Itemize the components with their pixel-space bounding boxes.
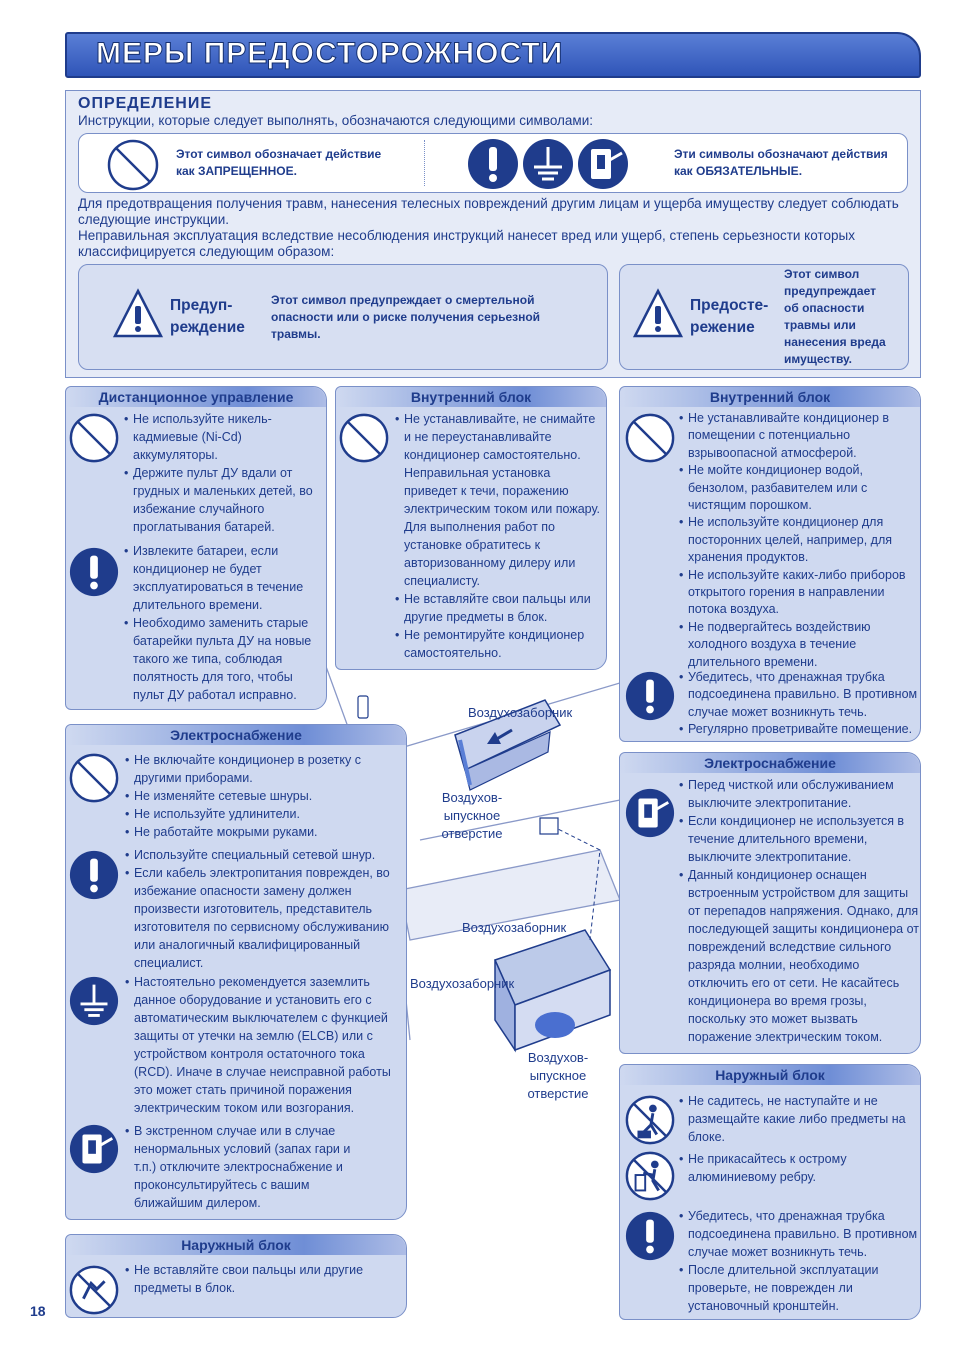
no-step-icon [624,1094,676,1146]
divider [424,140,425,186]
prohibited-desc-2: как ЗАПРЕЩЕННОЕ. [176,164,297,178]
power-prohibited-list [125,751,403,841]
remote-panel-title: Дистанционное управление [66,387,326,407]
indoor-warning-list [395,410,603,662]
list-item: • Убедитесь, что дренажная трубка подсоединена правильно. В противном случае может возникнуть течь. [679,1207,919,1261]
list-item: • Используйте специальный сетевой шнур. [125,846,403,864]
unplug-icon [68,1123,120,1175]
outdoor-warning-title: Наружный блок [66,1235,406,1255]
list-item: • Перед чисткой или обслуживанием выключите электропитание. [679,776,919,812]
label-air-outlet-indoor-1: Воздухов- [441,790,503,805]
power-mandatory-list [125,846,403,972]
outdoor-no-step-list [679,1092,919,1146]
warning-triangle-icon [113,288,163,340]
page-title: МЕРЫ ПРЕДОСТОРОЖНОСТИ [96,37,564,70]
no-fingers-icon [68,1264,120,1316]
list-item: • В экстренном случае или в случае ненормальных условий (запах гари и т.п.) отключите электроснабжение и проконсультируйтесь с вашим ближайшим дилером. [125,1122,365,1212]
list-item: • После длительной эксплуатации проверьте, не поврежден ли установочный кронштейн. [679,1261,919,1315]
list-item: • Не используйте каких-либо приборов открытого горения в направлении потока воздуха. [679,567,919,619]
indoor-caution-mandatory-list [679,669,919,739]
intro-paragraph-1: Для предотвращения получения травм, нанесения телесных повреждений другим лицам и ущерба имуществу следует соблюдать следующие инструкции. [78,196,899,227]
outdoor-mandatory-list [679,1207,919,1315]
page-number: 18 [30,1303,46,1319]
list-item: • Не мойте кондиционер водой, бензолом, разбавителем или с чистящим порошком. [679,462,919,514]
list-item: • Не прикасайтесь к острому алюминиевому ребру. [679,1150,919,1186]
caution-desc-3: об опасности [784,301,865,315]
mandatory-icon [624,1210,676,1262]
caution-desc-1: Этот символ [784,267,860,281]
list-item: • Настоятельно рекомендуется заземлить данное оборудование и установить его с автоматическим выключателем с функцией защиты от утечки на землю (ELCB) или с устройством контроля остаточного тока (RCD). Иначе в случае неисправной работы это может стать причиной поражения электрическим током или возгорания. [125,973,403,1117]
definition-title: ОПРЕДЕЛЕНИЕ [78,95,212,112]
ground-icon [521,137,575,191]
list-item: • Не устанавливайте кондиционер в помещении с потенциально взрывоопасной атмосферой. [679,410,919,462]
prohibited-icon [68,752,120,804]
unplug-icon [624,787,676,839]
power-caution-list [679,776,919,1046]
power-warning-title: Электроснабжение [66,725,406,745]
list-item: • Не используйте кондиционер для посторонних целей, например, для хранения продуктов. [679,514,919,566]
list-item: • Не садитесь, не наступайте и не размещайте какие либо предметы на блоке. [679,1092,919,1146]
list-item: • Не вставляйте свои пальцы или другие предметы в блок. [125,1261,400,1297]
list-item: • Не устанавливайте, не снимайте и не переустанавливайте кондиционер самостоятельно. Неправильная установка приведет к течи, поражению электрическим током или пожару. Для выполнения работ по установке обратитесь к авторизованному дилеру или специалисту. [395,410,603,590]
indoor-warning-title: Внутренний блок [336,387,606,407]
label-air-intake-outdoor-top: Воздухозаборник [462,920,567,935]
list-item: • Необходимо заменить старые батарейки пульта ДУ на новые такого же типа, соблюдая полятность для того, чтобы пульт ДУ работал исправно. [124,614,324,704]
remote-mandatory-list [124,542,324,704]
list-item: • Если кондиционер не используется в течение длительного времени, выключите электропитание. [679,812,919,866]
prohibited-icon [624,412,676,464]
list-item: • Не подвергайтесь воздействию холодного воздуха в течение длительного времени. [679,619,919,671]
mandatory-desc-2: как ОБЯЗАТЕЛЬНЫЕ. [674,164,803,178]
list-item: • Убедитесь, что дренажная трубка подсоединена правильно. В противном случае может возникнуть течь. [679,669,919,721]
label-air-outlet-outdoor-1: Воздухов- [527,1050,589,1065]
list-item: • Данный кондиционер оснащен встроенным устройством для защиты от перепадов напряжения. Однако, для последующей защиты кондиционера от повреждений вследствие сильного разряда молнии, необходимо отключить его от сети. Не касайтесь кондиционера во время грозы, поскольку это может вызвать поражение электрическим током. [679,866,919,1046]
list-item: • Не вставляйте свои пальцы или другие предметы в блок. [395,590,603,626]
intro-paragraph-2: Неправильная эксплуатация вследствие несоблюдения инструкций нанесет вред или ущерб, степень серьезности которых классифицируется следующим образом: [78,228,855,259]
list-item: • Не изменяйте сетевые шнуры. [125,787,403,805]
label-air-intake-outdoor-side: Воздухозаборник [410,976,515,991]
warning-desc-2: опасности или о риске получения серьезной [271,310,541,324]
label-air-intake-indoor: Воздухозаборник [468,705,573,720]
label-air-outlet-outdoor-3: отверстие [527,1086,589,1101]
prohibited-desc-1: Этот символ обозначает действие [176,147,382,161]
caution-desc-5: нанесения вреда [784,335,886,349]
power-unplug-list [125,1122,365,1212]
label-air-outlet-indoor-3: отверстие [441,826,503,841]
warning-title-2: реждение [170,319,245,336]
caution-desc-4: травмы или [784,318,856,332]
list-item: • Не используйте удлинители. [125,805,403,823]
mandatory-desc-1: Эти символы обозначают действия [674,147,888,161]
power-ground-list [125,973,403,1117]
no-touch-fins-icon [624,1150,676,1202]
list-item: • Регулярно проветривайте помещение. [679,721,919,738]
label-air-outlet-indoor-2: ыпускное [443,808,501,823]
list-item: • Извлеките батареи, если кондиционер не будет эксплуатироваться в течение длительного времени. [124,542,324,614]
definition-subtitle: Инструкции, которые следует выполнять, обозначаются следующими символами: [78,113,594,128]
warning-title-1: Предуп- [170,297,233,314]
list-item: • Если кабель электропитания поврежден, во избежание опасности замену должен произвести изготовитель, представитель изготовителя по сервисному обслуживанию или аналогичный квалифицированный специалист. [125,864,403,972]
prohibited-icon [338,412,390,464]
mandatory-icon [68,546,120,598]
indoor-caution-title: Внутренний блок [620,387,920,407]
caution-triangle-icon [633,288,683,340]
outdoor-caution-title: Наружный блок [620,1065,920,1085]
outdoor-warning-list [125,1261,400,1297]
ground-icon [68,975,120,1027]
prohibited-icon [68,412,120,464]
list-item: • Не используйте никель-кадмиевые (Ni-Cd) аккумуляторы. [124,410,324,464]
mandatory-icon [68,849,120,901]
mandatory-icon [466,137,520,191]
list-item: • Не ремонтируйте кондиционер самостоятельно. [395,626,603,662]
power-caution-title: Электроснабжение [620,753,920,773]
unplug-icon [576,137,630,191]
list-item: • Не включайте кондиционер в розетку с другими приборами. [125,751,403,787]
indoor-caution-prohibited-list [679,410,919,671]
caution-title-2: режение [690,319,755,336]
caution-desc-2: предупреждает [784,284,876,298]
caution-desc-6: имуществу. [784,352,852,366]
mandatory-icon [624,670,676,722]
warning-desc-1: Этот символ предупреждает о смертельной [271,293,535,307]
label-air-outlet-outdoor-2: ыпускное [529,1068,587,1083]
remote-prohibited-list [124,410,324,536]
warning-desc-3: травмы. [271,327,321,341]
outdoor-no-touch-list [679,1150,919,1186]
list-item: • Не работайте мокрыми руками. [125,823,403,841]
list-item: • Держите пульт ДУ вдали от грудных и маленьких детей, во избежание случайного проглатывания батарей. [124,464,324,536]
prohibited-icon [106,138,160,192]
caution-title-1: Предосте- [690,297,769,314]
